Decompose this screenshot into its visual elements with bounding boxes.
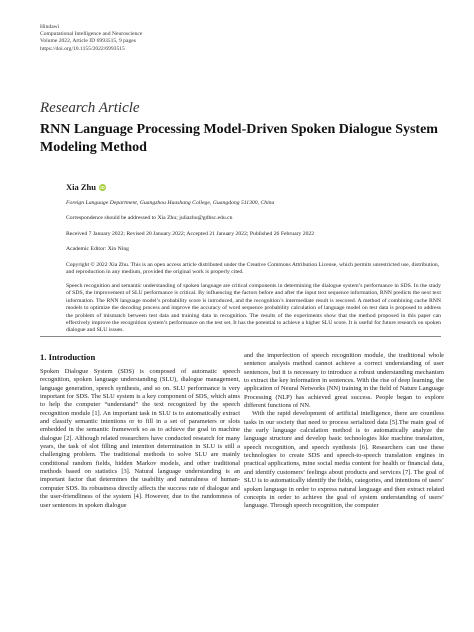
article-title: RNN Language Processing Model-Driven Spoken Dialogue System Modeling Method <box>40 122 438 155</box>
right-column <box>244 352 444 511</box>
publisher-name: Hindawi <box>40 24 60 30</box>
orcid-icon[interactable]: iD <box>100 184 105 190</box>
author <box>66 182 106 192</box>
doi-link[interactable]: https://doi.org/10.1155/2022/6993515 <box>40 45 125 52</box>
abstract: Speech recognition and semantic understanding of spoken language are critical components in determining the dialogue system’s performance in SDS. In the study of SDS, the improvement of SLU performance is critical. By influencing the factors before and after the input text sequence information, RNN predicts the next text information. The RNN language model’s probability score is introduced, and the recognition’s intermediate result is rescored. A method of combining cache RNN models to optimize the decoding process and improve the accuracy of word sequence probability calculation of language model on test data is proposed to address the problem of mismatch between test data and training data in recognition. The results of the experiments show that the method proposed in this paper can effectively improve the recognition system’s performance on the test set. It has the potential to achieve a higher SLU score. It is useful for future research on spoken dialogue and SLU issues. <box>66 283 441 334</box>
journal-meta <box>40 24 142 53</box>
paragraph: and the imperfection of speech recognition module, the traditional whole sentence analysis method cannot achieve a correct understanding of user sentences, but it is necessary to introduce a robust understanding mechanism to extract the key information in sentences. With the rise of deep learning, the application of Neural Networks (NN) training in the field of Nature Language Processing (NLP) has achieved great success. People began to explore different functions of NN. <box>244 352 444 410</box>
paragraph: Spoken Dialogue System (SDS) is composed of automatic speech recognition, spoken language understanding (SLU), dialogue management, language generation, speech synthesis, and so on. SLU performance is very important for SDS. The SLU system is a key component of SDS, which aims to help the computer “understand” the text recognized by the speech recognition module [1]. An important task in SLU is to automatically extract and classify semantic intentions or to fill in a set of parameters or slots embedded in the semantic framework so as to achieve the goal in machine dialogue [2]. Although related researchers have conducted research for many years, the task of slot filling and intention determination in SLU is still a challenging problem. The traditional methods to solve SLU are mainly conditional random fields, hidden Markov models, and other traditional methods based on statistics [3]. Natural language understanding is an important factor that determines the usability and naturalness of human-computer SDS. Its robustness directly affects the success rate of dialogue and the user-friendliness of the system [4]. However, due to the randomness of user sentences in spoken dialogue <box>40 368 240 509</box>
affiliation: Foreign Language Department, Guangzhou Huashang College, Guangdong 511300, China <box>66 200 275 206</box>
section-heading-introduction: 1. Introduction <box>40 352 96 362</box>
paragraph: With the rapid development of artificial intelligence, there are countless tasks in our society that need to process serialized data [5].The main goal of the early language calculation method is to automatically analyze the language structure and develop basic technologies like machine translation, speech recognition, and speech synthesis [6]. Researchers can use these technologies to create SDS and speech-to-speech translation engines in practical applications, mine social media content for health or financial data, and identify customers’ feelings about products and services [7]. The goal of SLU is to automatically identify the fields, categories, and intentions of users’ spoken language in order to express natural language and then extract related concepts in order to achieve the goal of system understanding of users’ language. Through speech recognition, the computer <box>244 410 444 510</box>
publication-dates: Received 7 January 2022; Revised 20 January 2022; Accepted 21 January 2022; Published 26 February 2022 <box>66 231 315 237</box>
journal-title: Computational Intelligence and Neuroscience <box>40 31 143 38</box>
academic-editor: Academic Editor: Xin Ning <box>66 246 130 252</box>
left-column <box>40 368 240 510</box>
volume-info: Volume 2022, Article ID 6993515, 9 pages <box>40 38 136 45</box>
correspondence: Correspondence should be addressed to Xia Zhu; juliazhu@gdhsc.edu.cn <box>66 215 233 221</box>
copyright-notice: Copyright © 2022 Xia Zhu. This is an open access article distributed under the Creative Commons Attribution License, which permits unrestricted use, distribution, and reproduction in any medium, provided the original work is properly cited. <box>66 262 440 276</box>
author-name: Xia Zhu <box>66 182 96 192</box>
article-type: Research Article <box>40 100 140 116</box>
divider <box>40 336 441 337</box>
